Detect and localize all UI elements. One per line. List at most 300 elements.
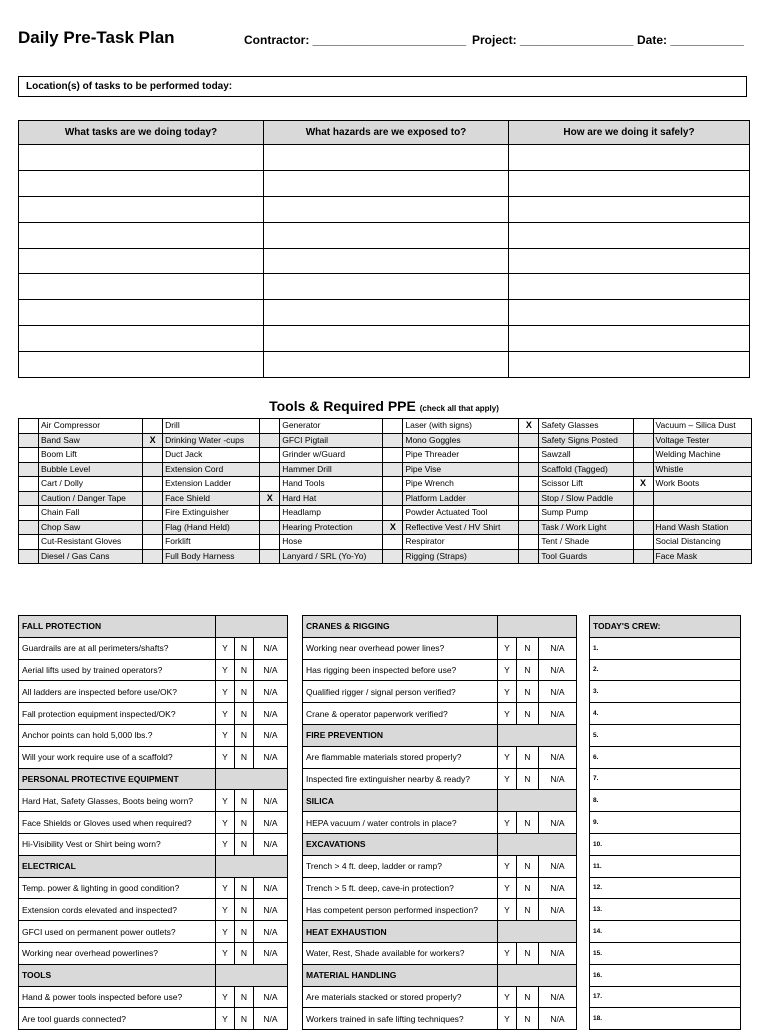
answer-yes[interactable]: Y bbox=[498, 768, 517, 790]
answer-no[interactable]: N bbox=[235, 833, 254, 855]
tool-checkbox[interactable] bbox=[260, 535, 280, 550]
tool-checkbox[interactable] bbox=[519, 520, 539, 535]
tool-checkbox[interactable] bbox=[143, 448, 163, 463]
tool-label: Platform Ladder bbox=[403, 491, 519, 506]
section-row bbox=[19, 964, 288, 986]
tool-label: Generator bbox=[280, 419, 383, 434]
safety-cell[interactable] bbox=[509, 248, 750, 274]
answer-na[interactable]: N/A bbox=[254, 877, 288, 899]
answer-na[interactable]: N/A bbox=[254, 833, 288, 855]
answer-yes[interactable]: Y bbox=[498, 812, 517, 834]
section-row bbox=[19, 768, 288, 790]
tool-checkbox[interactable] bbox=[383, 491, 403, 506]
tool-checkbox[interactable] bbox=[260, 477, 280, 492]
answer-na[interactable]: N/A bbox=[539, 855, 577, 877]
answer-no[interactable]: N bbox=[517, 877, 539, 899]
question-row bbox=[19, 877, 288, 899]
tool-checkbox[interactable] bbox=[19, 448, 39, 463]
question-text: Extension cords elevated and inspected? bbox=[19, 899, 216, 921]
hazard-cell[interactable] bbox=[264, 326, 509, 352]
answer-yes[interactable]: Y bbox=[216, 637, 235, 659]
question-row bbox=[303, 768, 577, 790]
question-text: Guardrails are at all perimeters/shafts? bbox=[19, 637, 216, 659]
crew-member-field[interactable]: 11. bbox=[590, 855, 741, 877]
tool-label: Diesel / Gas Cans bbox=[39, 549, 143, 564]
answer-yes[interactable]: Y bbox=[498, 899, 517, 921]
tool-checkbox[interactable] bbox=[519, 549, 539, 564]
crew-member-field[interactable]: 13. bbox=[590, 899, 741, 921]
crew-row bbox=[590, 877, 741, 899]
tool-label: Scaffold (Tagged) bbox=[539, 462, 633, 477]
safety-cell[interactable] bbox=[509, 145, 750, 171]
tools-row bbox=[19, 448, 752, 463]
crew-member-field[interactable]: 7. bbox=[590, 768, 741, 790]
tools-row bbox=[19, 549, 752, 564]
crew-member-field[interactable]: 6. bbox=[590, 746, 741, 768]
answer-yes[interactable]: Y bbox=[498, 703, 517, 725]
answer-yes[interactable]: Y bbox=[216, 681, 235, 703]
tool-label: Hand Tools bbox=[280, 477, 383, 492]
question-text: Anchor points can hold 5,000 lbs.? bbox=[19, 724, 216, 746]
answer-na[interactable]: N/A bbox=[254, 746, 288, 768]
task-cell[interactable] bbox=[19, 300, 264, 326]
crew-row bbox=[590, 855, 741, 877]
answer-na[interactable]: N/A bbox=[539, 986, 577, 1008]
section-row bbox=[303, 790, 577, 812]
question-text: Water, Rest, Shade available for workers? bbox=[303, 942, 498, 964]
answer-yes[interactable]: Y bbox=[216, 812, 235, 834]
tool-label: Air Compressor bbox=[39, 419, 143, 434]
section-heading: FIRE PREVENTION bbox=[303, 724, 498, 746]
tool-label: Respirator bbox=[403, 535, 519, 550]
answer-no[interactable]: N bbox=[235, 877, 254, 899]
answer-no[interactable]: N bbox=[235, 899, 254, 921]
crew-row bbox=[590, 703, 741, 725]
tool-checkbox[interactable] bbox=[143, 535, 163, 550]
crew-member-field[interactable]: 8. bbox=[590, 790, 741, 812]
answer-no[interactable]: N bbox=[235, 1008, 254, 1030]
safety-cell[interactable] bbox=[509, 170, 750, 196]
answer-no[interactable]: N bbox=[517, 768, 539, 790]
answer-no[interactable]: N bbox=[235, 637, 254, 659]
tool-checkbox[interactable] bbox=[260, 520, 280, 535]
crew-member-field[interactable]: 4. bbox=[590, 703, 741, 725]
tool-checkbox[interactable] bbox=[19, 477, 39, 492]
hazard-cell[interactable] bbox=[264, 222, 509, 248]
answer-na[interactable]: N/A bbox=[254, 1008, 288, 1030]
answer-na[interactable]: N/A bbox=[539, 1008, 577, 1030]
tool-label: Extension Ladder bbox=[163, 477, 260, 492]
tool-checkbox[interactable] bbox=[143, 549, 163, 564]
hazard-cell[interactable] bbox=[264, 274, 509, 300]
tool-checkbox[interactable] bbox=[519, 535, 539, 550]
task-cell[interactable] bbox=[19, 145, 264, 171]
tool-checkbox[interactable] bbox=[19, 506, 39, 521]
crew-row bbox=[590, 942, 741, 964]
tool-label: Stop / Slow Paddle bbox=[539, 491, 633, 506]
tool-checkbox[interactable] bbox=[633, 491, 653, 506]
answer-yes[interactable]: Y bbox=[216, 942, 235, 964]
question-row bbox=[19, 659, 288, 681]
answer-no[interactable]: N bbox=[235, 681, 254, 703]
tasks-column-header: What tasks are we doing today? bbox=[19, 121, 264, 145]
tool-label: Powder Actuated Tool bbox=[403, 506, 519, 521]
answer-yes[interactable]: Y bbox=[216, 724, 235, 746]
question-row bbox=[19, 703, 288, 725]
section-heading: EXCAVATIONS bbox=[303, 833, 498, 855]
question-text: GFCI used on permanent power outlets? bbox=[19, 921, 216, 943]
answer-no[interactable]: N bbox=[517, 659, 539, 681]
tool-checkbox[interactable]: X bbox=[519, 419, 539, 434]
answer-no[interactable]: N bbox=[235, 790, 254, 812]
tools-ppe-title bbox=[0, 398, 768, 414]
tool-label: Vacuum – Silica Dust bbox=[653, 419, 752, 434]
section-row bbox=[303, 724, 577, 746]
question-row bbox=[19, 1008, 288, 1030]
question-row bbox=[303, 855, 577, 877]
answer-na[interactable]: N/A bbox=[539, 637, 577, 659]
answer-no[interactable]: N bbox=[517, 637, 539, 659]
crew-member-field[interactable]: 14. bbox=[590, 921, 741, 943]
answer-na[interactable]: N/A bbox=[539, 812, 577, 834]
hazard-cell[interactable] bbox=[264, 300, 509, 326]
tool-checkbox[interactable] bbox=[19, 535, 39, 550]
tool-checkbox[interactable] bbox=[19, 520, 39, 535]
question-row bbox=[19, 921, 288, 943]
tool-checkbox[interactable] bbox=[19, 549, 39, 564]
tool-checkbox[interactable] bbox=[633, 520, 653, 535]
answer-yes[interactable]: Y bbox=[216, 899, 235, 921]
section-blank bbox=[216, 855, 288, 877]
answer-no[interactable]: N bbox=[235, 746, 254, 768]
contractor-field[interactable]: Contractor: _______________________ bbox=[244, 33, 467, 47]
tool-checkbox[interactable] bbox=[519, 491, 539, 506]
answer-no[interactable]: N bbox=[517, 986, 539, 1008]
safety-cell[interactable] bbox=[509, 352, 750, 378]
task-cell[interactable] bbox=[19, 274, 264, 300]
answer-na[interactable]: N/A bbox=[254, 986, 288, 1008]
answer-na[interactable]: N/A bbox=[539, 659, 577, 681]
tool-label bbox=[653, 491, 752, 506]
crew-member-field[interactable]: 18. bbox=[590, 1008, 741, 1030]
tool-checkbox[interactable] bbox=[633, 506, 653, 521]
page-title: Daily Pre-Task Plan bbox=[18, 28, 175, 47]
answer-yes[interactable]: Y bbox=[216, 833, 235, 855]
task-cell[interactable] bbox=[19, 326, 264, 352]
tool-checkbox[interactable]: X bbox=[143, 433, 163, 448]
answer-yes[interactable]: Y bbox=[498, 746, 517, 768]
tool-label: Voltage Tester bbox=[653, 433, 752, 448]
tool-checkbox[interactable]: X bbox=[383, 520, 403, 535]
answer-yes[interactable]: Y bbox=[498, 637, 517, 659]
tool-checkbox[interactable] bbox=[633, 535, 653, 550]
answer-no[interactable]: N bbox=[517, 746, 539, 768]
crew-row bbox=[590, 746, 741, 768]
crew-member-field[interactable]: 16. bbox=[590, 964, 741, 986]
question-text: Hi-Visibility Vest or Shirt being worn? bbox=[19, 833, 216, 855]
answer-na[interactable]: N/A bbox=[539, 768, 577, 790]
answer-yes[interactable]: Y bbox=[216, 790, 235, 812]
tool-label: Cut-Resistant Gloves bbox=[39, 535, 143, 550]
answer-yes[interactable]: Y bbox=[216, 921, 235, 943]
tools-row bbox=[19, 491, 752, 506]
answer-na[interactable]: N/A bbox=[254, 681, 288, 703]
question-text: Has rigging been inspected before use? bbox=[303, 659, 498, 681]
safety-cell[interactable] bbox=[509, 274, 750, 300]
task-cell[interactable] bbox=[19, 352, 264, 378]
tool-label: Flag (Hand Held) bbox=[163, 520, 260, 535]
tool-checkbox[interactable] bbox=[143, 506, 163, 521]
answer-na[interactable]: N/A bbox=[254, 899, 288, 921]
hazard-cell[interactable] bbox=[264, 352, 509, 378]
answer-na[interactable]: N/A bbox=[254, 942, 288, 964]
question-row bbox=[19, 986, 288, 1008]
question-text: Fall protection equipment inspected/OK? bbox=[19, 703, 216, 725]
task-row bbox=[19, 326, 750, 352]
tool-checkbox[interactable] bbox=[19, 433, 39, 448]
tool-label: Rigging (Straps) bbox=[403, 549, 519, 564]
answer-no[interactable]: N bbox=[235, 986, 254, 1008]
tool-label: Sawzall bbox=[539, 448, 633, 463]
answer-no[interactable]: N bbox=[517, 703, 539, 725]
answer-no[interactable]: N bbox=[517, 812, 539, 834]
task-row bbox=[19, 145, 750, 171]
answer-na[interactable]: N/A bbox=[254, 921, 288, 943]
date-field[interactable]: Date: ___________ bbox=[637, 33, 744, 47]
tool-label: Laser (with signs) bbox=[403, 419, 519, 434]
question-row bbox=[303, 942, 577, 964]
hazard-cell[interactable] bbox=[264, 170, 509, 196]
task-row bbox=[19, 352, 750, 378]
answer-na[interactable]: N/A bbox=[254, 637, 288, 659]
tool-checkbox[interactable] bbox=[260, 448, 280, 463]
task-cell[interactable] bbox=[19, 170, 264, 196]
tool-label: Face Mask bbox=[653, 549, 752, 564]
crew-member-field[interactable]: 2. bbox=[590, 659, 741, 681]
tool-checkbox[interactable] bbox=[383, 477, 403, 492]
answer-no[interactable]: N bbox=[517, 942, 539, 964]
tool-checkbox[interactable] bbox=[383, 549, 403, 564]
answer-yes[interactable]: Y bbox=[498, 942, 517, 964]
section-row bbox=[303, 833, 577, 855]
answer-na[interactable]: N/A bbox=[254, 812, 288, 834]
answer-no[interactable]: N bbox=[517, 855, 539, 877]
task-table bbox=[18, 120, 750, 378]
hazard-cell[interactable] bbox=[264, 196, 509, 222]
section-heading: FALL PROTECTION bbox=[19, 616, 216, 638]
answer-yes[interactable]: Y bbox=[498, 986, 517, 1008]
crew-header-row bbox=[590, 616, 741, 638]
safety-cell[interactable] bbox=[509, 326, 750, 352]
crew-row bbox=[590, 768, 741, 790]
crew-member-field[interactable]: 15. bbox=[590, 942, 741, 964]
tool-label: GFCI Pigtail bbox=[280, 433, 383, 448]
tool-checkbox[interactable] bbox=[143, 491, 163, 506]
tool-checkbox[interactable] bbox=[383, 535, 403, 550]
question-row bbox=[303, 703, 577, 725]
question-row bbox=[303, 1008, 577, 1030]
section-row bbox=[303, 964, 577, 986]
answer-no[interactable]: N bbox=[235, 812, 254, 834]
tools-ppe-subtitle: (check all that apply) bbox=[419, 404, 499, 413]
tools-row bbox=[19, 462, 752, 477]
crew-row bbox=[590, 637, 741, 659]
tool-label: Chop Saw bbox=[39, 520, 143, 535]
hazard-cell[interactable] bbox=[264, 248, 509, 274]
tool-checkbox[interactable] bbox=[383, 419, 403, 434]
tool-label: Cart / Dolly bbox=[39, 477, 143, 492]
tool-label: Hose bbox=[280, 535, 383, 550]
tool-checkbox[interactable]: X bbox=[633, 477, 653, 492]
answer-no[interactable]: N bbox=[235, 942, 254, 964]
tool-label: Drill bbox=[163, 419, 260, 434]
question-text: All ladders are inspected before use/OK? bbox=[19, 681, 216, 703]
tool-checkbox[interactable] bbox=[143, 520, 163, 535]
tool-checkbox[interactable] bbox=[143, 477, 163, 492]
crew-row bbox=[590, 681, 741, 703]
tool-checkbox[interactable] bbox=[260, 433, 280, 448]
question-text: Working near overhead power lines? bbox=[303, 637, 498, 659]
section-heading: TOOLS bbox=[19, 964, 216, 986]
crew-member-field[interactable]: 3. bbox=[590, 681, 741, 703]
section-heading: ELECTRICAL bbox=[19, 855, 216, 877]
crew-member-field[interactable]: 12. bbox=[590, 877, 741, 899]
answer-na[interactable]: N/A bbox=[539, 877, 577, 899]
answer-yes[interactable]: Y bbox=[498, 681, 517, 703]
answer-no[interactable]: N bbox=[235, 703, 254, 725]
answer-yes[interactable]: Y bbox=[216, 703, 235, 725]
answer-na[interactable]: N/A bbox=[539, 899, 577, 921]
question-text: Trench > 4 ft. deep, ladder or ramp? bbox=[303, 855, 498, 877]
answer-na[interactable]: N/A bbox=[254, 703, 288, 725]
tool-checkbox[interactable] bbox=[519, 433, 539, 448]
tool-label: Work Boots bbox=[653, 477, 752, 492]
crew-member-field[interactable]: 1. bbox=[590, 637, 741, 659]
tool-label: Welding Machine bbox=[653, 448, 752, 463]
question-row bbox=[19, 899, 288, 921]
tool-checkbox[interactable] bbox=[143, 419, 163, 434]
crew-row bbox=[590, 724, 741, 746]
task-cell[interactable] bbox=[19, 248, 264, 274]
hazard-cell[interactable] bbox=[264, 145, 509, 171]
tool-label: Lanyard / SRL (Yo-Yo) bbox=[280, 549, 383, 564]
answer-na[interactable]: N/A bbox=[539, 942, 577, 964]
safety-cell[interactable] bbox=[509, 222, 750, 248]
tool-checkbox[interactable] bbox=[19, 462, 39, 477]
answer-no[interactable]: N bbox=[517, 1008, 539, 1030]
question-row bbox=[303, 986, 577, 1008]
tool-label: Mono Goggles bbox=[403, 433, 519, 448]
answer-na[interactable]: N/A bbox=[254, 724, 288, 746]
answer-no[interactable]: N bbox=[235, 724, 254, 746]
section-heading: MATERIAL HANDLING bbox=[303, 964, 498, 986]
tool-checkbox[interactable] bbox=[519, 462, 539, 477]
tool-checkbox[interactable] bbox=[383, 462, 403, 477]
answer-no[interactable]: N bbox=[235, 921, 254, 943]
tool-label: Face Shield bbox=[163, 491, 260, 506]
question-row bbox=[303, 812, 577, 834]
section-blank bbox=[498, 921, 577, 943]
tool-checkbox[interactable] bbox=[260, 506, 280, 521]
tool-checkbox[interactable]: X bbox=[260, 491, 280, 506]
task-row bbox=[19, 170, 750, 196]
tool-checkbox[interactable] bbox=[383, 448, 403, 463]
tool-checkbox[interactable] bbox=[633, 549, 653, 564]
safety-cell[interactable] bbox=[509, 300, 750, 326]
answer-na[interactable]: N/A bbox=[539, 703, 577, 725]
task-row bbox=[19, 274, 750, 300]
tool-checkbox[interactable] bbox=[19, 491, 39, 506]
crew-member-field[interactable]: 5. bbox=[590, 724, 741, 746]
tool-label: Bubble Level bbox=[39, 462, 143, 477]
tool-checkbox[interactable] bbox=[260, 549, 280, 564]
question-text: Trench > 5 ft. deep, cave-in protection? bbox=[303, 877, 498, 899]
crew-member-field[interactable]: 9. bbox=[590, 812, 741, 834]
answer-yes[interactable]: Y bbox=[216, 659, 235, 681]
crew-member-field[interactable]: 17. bbox=[590, 986, 741, 1008]
tool-checkbox[interactable] bbox=[383, 506, 403, 521]
answer-yes[interactable]: Y bbox=[216, 986, 235, 1008]
answer-na[interactable]: N/A bbox=[539, 681, 577, 703]
answer-no[interactable]: N bbox=[517, 681, 539, 703]
location-field[interactable]: Location(s) of tasks to be performed today: bbox=[18, 76, 747, 97]
tool-checkbox[interactable] bbox=[519, 477, 539, 492]
answer-no[interactable]: N bbox=[517, 899, 539, 921]
answer-yes[interactable]: Y bbox=[498, 877, 517, 899]
crew-row bbox=[590, 790, 741, 812]
tool-checkbox[interactable] bbox=[19, 419, 39, 434]
answer-yes[interactable]: Y bbox=[498, 1008, 517, 1030]
tool-checkbox[interactable] bbox=[519, 448, 539, 463]
answer-na[interactable]: N/A bbox=[254, 790, 288, 812]
tools-row bbox=[19, 477, 752, 492]
answer-na[interactable]: N/A bbox=[539, 746, 577, 768]
tool-checkbox[interactable] bbox=[260, 462, 280, 477]
tool-checkbox[interactable] bbox=[633, 448, 653, 463]
question-row bbox=[19, 681, 288, 703]
tool-checkbox[interactable] bbox=[383, 433, 403, 448]
safety-cell[interactable] bbox=[509, 196, 750, 222]
answer-yes[interactable]: Y bbox=[498, 659, 517, 681]
section-heading: PERSONAL PROTECTIVE EQUIPMENT bbox=[19, 768, 216, 790]
tool-label: Pipe Vise bbox=[403, 462, 519, 477]
tool-checkbox[interactable] bbox=[633, 433, 653, 448]
task-row bbox=[19, 196, 750, 222]
answer-yes[interactable]: Y bbox=[216, 1008, 235, 1030]
answer-yes[interactable]: Y bbox=[216, 746, 235, 768]
answer-yes[interactable]: Y bbox=[498, 855, 517, 877]
crew-row bbox=[590, 1008, 741, 1030]
tool-checkbox[interactable] bbox=[633, 462, 653, 477]
question-text: Hand & power tools inspected before use? bbox=[19, 986, 216, 1008]
answer-yes[interactable]: Y bbox=[216, 877, 235, 899]
project-field[interactable]: Project: _________________ bbox=[472, 33, 634, 47]
tool-checkbox[interactable] bbox=[633, 419, 653, 434]
task-cell[interactable] bbox=[19, 222, 264, 248]
tool-label: Fire Extinguisher bbox=[163, 506, 260, 521]
crew-member-field[interactable]: 10. bbox=[590, 833, 741, 855]
answer-no[interactable]: N bbox=[235, 659, 254, 681]
question-row bbox=[303, 681, 577, 703]
tool-checkbox[interactable] bbox=[260, 419, 280, 434]
tool-checkbox[interactable] bbox=[143, 462, 163, 477]
tool-label: Hard Hat bbox=[280, 491, 383, 506]
answer-na[interactable]: N/A bbox=[254, 659, 288, 681]
middle-checklist bbox=[302, 615, 577, 1030]
task-cell[interactable] bbox=[19, 196, 264, 222]
tool-checkbox[interactable] bbox=[519, 506, 539, 521]
question-row bbox=[303, 899, 577, 921]
